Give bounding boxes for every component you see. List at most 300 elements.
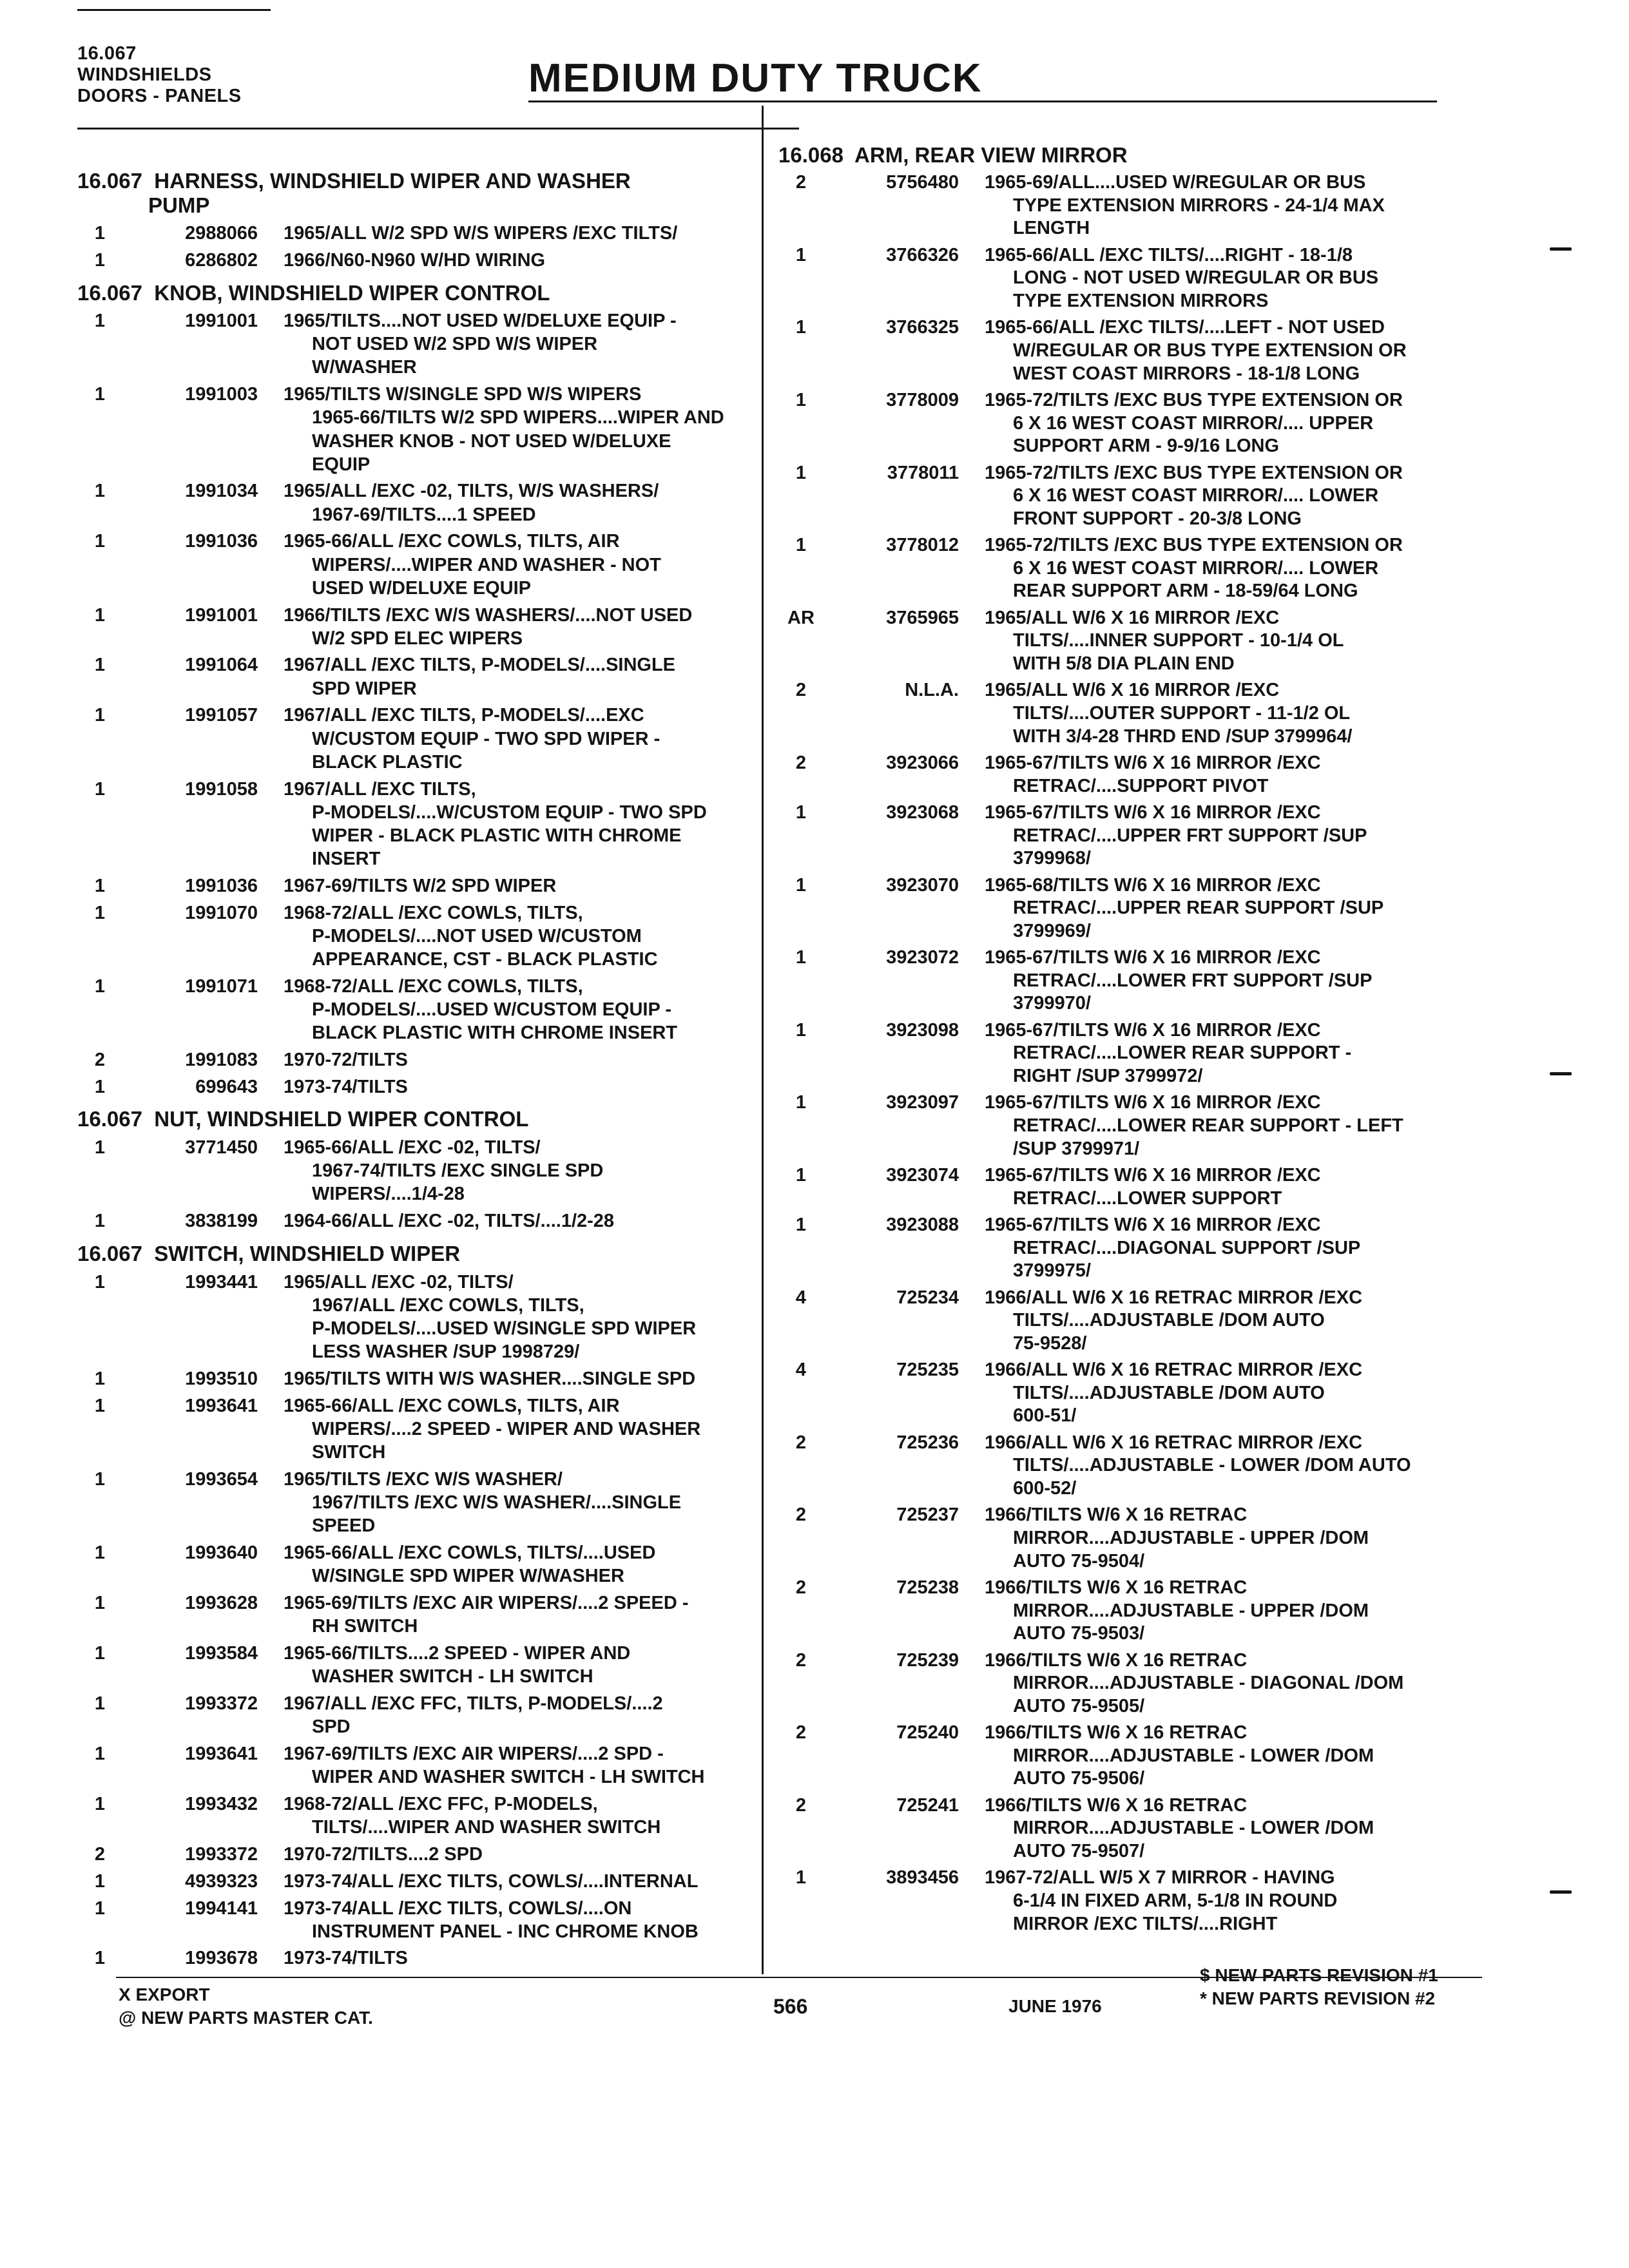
part-quantity: 1 bbox=[94, 1211, 106, 1232]
description-line: WITH 5/8 DIA PLAIN END bbox=[1013, 653, 1235, 675]
description-line: 1966/ALL W/6 X 16 RETRAC MIRROR /EXC bbox=[985, 1287, 1363, 1308]
description-line: 1965/ALL /EXC -02, TILTS, W/S WASHERS/ bbox=[284, 481, 659, 502]
header-rule bbox=[528, 101, 1437, 102]
part-quantity: 2 bbox=[795, 753, 807, 774]
description-line: /SUP 3799971/ bbox=[1013, 1138, 1140, 1159]
description-line: WIPER AND WASHER SWITCH - LH SWITCH bbox=[312, 1766, 705, 1787]
description-line: 1965/TILTS WITH W/S WASHER....SINGLE SPD bbox=[284, 1368, 696, 1389]
description-line: 1966/TILTS W/6 X 16 RETRAC bbox=[985, 1577, 1248, 1598]
section-title: 16.067 KNOB, WINDSHIELD WIPER CONTROL bbox=[77, 280, 550, 305]
part-description bbox=[284, 1367, 863, 1390]
description-line: 1966/TILTS W/6 X 16 RETRAC bbox=[985, 1794, 1248, 1816]
description-line: 1966/TILTS /EXC W/S WASHERS/....NOT USED bbox=[284, 604, 693, 626]
part-quantity: 1 bbox=[94, 1395, 106, 1416]
description-line: W/REGULAR OR BUS TYPE EXTENSION OR bbox=[1013, 340, 1407, 361]
description-line: 6-1/4 IN FIXED ARM, 5-1/8 IN ROUND bbox=[1013, 1890, 1338, 1911]
description-line: 1965/TILTS....NOT USED W/DELUXE EQUIP - bbox=[284, 311, 677, 332]
part-number: 1993441 bbox=[185, 1271, 258, 1293]
part-number: 1994141 bbox=[185, 1898, 258, 1919]
part-description bbox=[985, 1287, 1565, 1356]
description-line: LESS WASHER /SUP 1998729/ bbox=[312, 1341, 580, 1362]
part-quantity: 1 bbox=[94, 1693, 106, 1714]
description-line: MIRROR....ADJUSTABLE - LOWER /DOM bbox=[1013, 1745, 1374, 1766]
part-description bbox=[985, 752, 1565, 798]
part-quantity: 1 bbox=[94, 1793, 106, 1814]
description-line: 1965-67/TILTS W/6 X 16 MIRROR /EXC bbox=[985, 1019, 1321, 1041]
description-line: NOT USED W/2 SPD W/S WIPER bbox=[312, 334, 598, 355]
description-line: 1965-66/ALL /EXC -02, TILTS/ bbox=[284, 1137, 541, 1158]
description-line: 1973-74/TILTS bbox=[284, 1948, 408, 1969]
part-number: 3923098 bbox=[886, 1019, 959, 1041]
description-line: 1965-72/TILTS /EXC BUS TYPE EXTENSION OR bbox=[985, 535, 1403, 556]
part-description bbox=[985, 1649, 1565, 1718]
part-number: 1993584 bbox=[185, 1642, 258, 1664]
part-quantity: 4 bbox=[795, 1287, 807, 1308]
description-line: TYPE EXTENSION MIRRORS - 24-1/4 MAX bbox=[1013, 195, 1385, 216]
part-number: 3893456 bbox=[886, 1867, 959, 1888]
description-line: 1968-72/ALL /EXC FFC, P-MODELS, bbox=[284, 1793, 598, 1814]
part-quantity: 1 bbox=[94, 1542, 106, 1563]
description-line: 1967/ALL /EXC TILTS, P-MODELS/....EXC bbox=[284, 705, 644, 726]
description-line: TILTS/....INNER SUPPORT - 10-1/4 OL bbox=[1013, 630, 1344, 651]
description-line: FRONT SUPPORT - 20-3/8 LONG bbox=[1013, 508, 1302, 529]
description-line: 1965-66/ALL /EXC COWLS, TILTS, AIR bbox=[284, 531, 620, 552]
part-description bbox=[985, 171, 1565, 240]
part-number: 3766326 bbox=[886, 244, 959, 265]
part-quantity: 2 bbox=[795, 680, 807, 701]
description-line: 1965/ALL W/6 X 16 MIRROR /EXC bbox=[985, 680, 1280, 701]
part-quantity: 1 bbox=[94, 384, 106, 405]
description-line: RETRAC/....DIAGONAL SUPPORT /SUP bbox=[1013, 1237, 1361, 1258]
description-line: SPEED bbox=[312, 1515, 376, 1536]
description-line: 1967/ALL /EXC FFC, TILTS, P-MODELS/....2 bbox=[284, 1693, 663, 1714]
part-number: 5756480 bbox=[886, 172, 959, 193]
margin-dash bbox=[1550, 1890, 1572, 1894]
part-number: 1993641 bbox=[185, 1743, 258, 1764]
description-line: 1973-74/TILTS bbox=[284, 1076, 408, 1097]
footer-legend-master: @ NEW PARTS MASTER CAT. bbox=[119, 2008, 373, 2028]
header-section-line1: WINDSHIELDS bbox=[77, 64, 212, 85]
description-line: 600-52/ bbox=[1013, 1478, 1077, 1499]
description-line: 1965-69/TILTS /EXC AIR WIPERS/....2 SPEED - bbox=[284, 1592, 689, 1613]
description-line: INSTRUMENT PANEL - INC CHROME KNOB bbox=[312, 1921, 699, 1942]
part-description bbox=[284, 222, 863, 245]
description-line: 1966/TILTS W/6 X 16 RETRAC bbox=[985, 1722, 1248, 1744]
description-line: 1965-66/TILTS....2 SPEED - WIPER AND bbox=[284, 1642, 631, 1664]
part-description bbox=[284, 249, 863, 272]
description-line: RETRAC/....LOWER REAR SUPPORT - bbox=[1013, 1043, 1352, 1064]
part-description bbox=[284, 383, 863, 476]
part-number: 725240 bbox=[896, 1722, 959, 1744]
part-description bbox=[284, 975, 863, 1044]
description-line: WASHER SWITCH - LH SWITCH bbox=[312, 1666, 593, 1687]
description-line: 1973-74/ALL /EXC TILTS, COWLS/....ON bbox=[284, 1898, 632, 1919]
part-quantity: 1 bbox=[795, 244, 807, 265]
description-line: WEST COAST MIRRORS - 18-1/8 LONG bbox=[1013, 363, 1360, 384]
description-line: TILTS/....ADJUSTABLE /DOM AUTO bbox=[1013, 1382, 1325, 1403]
part-number: 3923068 bbox=[886, 802, 959, 823]
part-number: 1991034 bbox=[185, 481, 258, 502]
section-title: 16.067 SWITCH, WINDSHIELD WIPER bbox=[77, 1241, 461, 1265]
part-number: 3765965 bbox=[886, 607, 959, 628]
part-quantity: 1 bbox=[94, 1271, 106, 1293]
part-quantity: 4 bbox=[795, 1360, 807, 1381]
part-quantity: AR bbox=[787, 607, 815, 628]
description-line: 1965-66/ALL /EXC TILTS/....LEFT - NOT USED bbox=[985, 317, 1385, 338]
description-line: EQUIP bbox=[312, 454, 371, 475]
description-line: RETRAC/....LOWER REAR SUPPORT - LEFT bbox=[1013, 1115, 1403, 1137]
description-line: 1967-74/TILTS /EXC SINGLE SPD bbox=[312, 1160, 604, 1182]
part-quantity: 1 bbox=[94, 1368, 106, 1389]
part-number: 1991083 bbox=[185, 1049, 258, 1070]
description-line: 75-9528/ bbox=[1013, 1332, 1087, 1354]
part-quantity: 1 bbox=[94, 311, 106, 332]
part-description bbox=[985, 534, 1565, 603]
description-line: 1967-69/TILTS /EXC AIR WIPERS/....2 SPD - bbox=[284, 1743, 664, 1764]
description-line: 1964-66/ALL /EXC -02, TILTS/....1/2-28 bbox=[284, 1211, 615, 1232]
part-description bbox=[284, 1946, 863, 1970]
description-line: 1965-68/TILTS W/6 X 16 MIRROR /EXC bbox=[985, 874, 1321, 896]
part-description bbox=[284, 604, 863, 650]
description-line: 1970-72/TILTS....2 SPD bbox=[284, 1843, 483, 1865]
description-line: 1966/N60-N960 W/HD WIRING bbox=[284, 249, 546, 271]
part-number: 725236 bbox=[896, 1432, 959, 1453]
part-quantity: 1 bbox=[795, 802, 807, 823]
description-line: RIGHT /SUP 3799972/ bbox=[1013, 1066, 1203, 1087]
description-line: AUTO 75-9505/ bbox=[1013, 1695, 1145, 1716]
description-line: 1967/ALL /EXC TILTS, bbox=[284, 778, 476, 800]
part-quantity: 1 bbox=[94, 902, 106, 923]
description-line: BLACK PLASTIC WITH CHROME INSERT bbox=[312, 1022, 678, 1043]
part-description bbox=[284, 1870, 863, 1893]
part-quantity: 2 bbox=[795, 1432, 807, 1453]
description-line: LENGTH bbox=[1013, 218, 1090, 239]
part-quantity: 1 bbox=[795, 1092, 807, 1113]
part-number: 1993678 bbox=[185, 1948, 258, 1969]
description-line: TYPE EXTENSION MIRRORS bbox=[1013, 291, 1269, 312]
part-quantity: 1 bbox=[795, 462, 807, 483]
description-line: 1966/ALL W/6 X 16 RETRAC MIRROR /EXC bbox=[985, 1432, 1363, 1453]
part-number: 725237 bbox=[896, 1504, 959, 1526]
part-number: 1991058 bbox=[185, 778, 258, 800]
description-line: 3799969/ bbox=[1013, 920, 1091, 941]
part-number: 1993372 bbox=[185, 1693, 258, 1714]
description-line: APPEARANCE, CST - BLACK PLASTIC bbox=[312, 948, 658, 970]
part-quantity: 2 bbox=[795, 172, 807, 193]
part-description bbox=[284, 1048, 863, 1072]
description-line: MIRROR....ADJUSTABLE - LOWER /DOM bbox=[1013, 1818, 1374, 1839]
part-description bbox=[985, 874, 1565, 943]
description-line: AUTO 75-9507/ bbox=[1013, 1841, 1145, 1862]
description-line: 6 X 16 WEST COAST MIRROR/.... LOWER bbox=[1013, 557, 1379, 579]
description-line: AUTO 75-9503/ bbox=[1013, 1623, 1145, 1644]
description-line: 1965-67/TILTS W/6 X 16 MIRROR /EXC bbox=[985, 802, 1321, 823]
part-quantity: 1 bbox=[94, 1076, 106, 1097]
part-number: 3923074 bbox=[886, 1165, 959, 1186]
description-line: 3799975/ bbox=[1013, 1260, 1091, 1282]
description-line: WIPERS/....WIPER AND WASHER - NOT bbox=[312, 554, 661, 575]
description-line: 1965-67/TILTS W/6 X 16 MIRROR /EXC bbox=[985, 1165, 1321, 1186]
description-line: 1965-69/ALL....USED W/REGULAR OR BUS bbox=[985, 172, 1366, 193]
description-line: 1968-72/ALL /EXC COWLS, TILTS, bbox=[284, 975, 583, 997]
description-line: 1965-67/TILTS W/6 X 16 MIRROR /EXC bbox=[985, 947, 1321, 968]
part-quantity: 1 bbox=[94, 1642, 106, 1664]
part-quantity: 2 bbox=[795, 1649, 807, 1671]
description-line: 6 X 16 WEST COAST MIRROR/.... UPPER bbox=[1013, 412, 1374, 434]
part-description bbox=[985, 947, 1565, 1015]
part-quantity: 1 bbox=[795, 947, 807, 968]
part-number: 1991036 bbox=[185, 531, 258, 552]
part-description bbox=[985, 1164, 1565, 1210]
description-line: 3799968/ bbox=[1013, 848, 1091, 869]
part-quantity: 1 bbox=[94, 1743, 106, 1764]
description-line: WASHER KNOB - NOT USED W/DELUXE bbox=[312, 430, 671, 452]
description-line: AUTO 75-9506/ bbox=[1013, 1768, 1145, 1789]
part-number: 1991036 bbox=[185, 875, 258, 896]
part-description bbox=[284, 653, 863, 700]
description-line: WITH 3/4-28 THRD END /SUP 3799964/ bbox=[1013, 726, 1353, 747]
description-line: 1965-67/TILTS W/6 X 16 MIRROR /EXC bbox=[985, 753, 1321, 774]
description-line: 1965/ALL W/6 X 16 MIRROR /EXC bbox=[985, 607, 1280, 628]
part-quantity: 1 bbox=[795, 535, 807, 556]
description-line: 1965-66/ALL /EXC TILTS/....RIGHT - 18-1/8 bbox=[985, 244, 1353, 265]
part-description bbox=[284, 1843, 863, 1866]
description-line: INSERT bbox=[312, 848, 381, 869]
part-description bbox=[284, 1136, 863, 1206]
part-description bbox=[284, 778, 863, 870]
description-line: SWITCH bbox=[312, 1441, 386, 1463]
part-description bbox=[284, 1075, 863, 1099]
description-line: P-MODELS/....USED W/SINGLE SPD WIPER bbox=[312, 1318, 697, 1339]
description-line: 1967/ALL /EXC TILTS, P-MODELS/....SINGLE bbox=[284, 655, 676, 676]
header-section-line2: DOORS - PANELS bbox=[77, 86, 242, 106]
part-quantity: 1 bbox=[94, 1468, 106, 1490]
description-line: RETRAC/....LOWER SUPPORT bbox=[1013, 1187, 1282, 1209]
part-quantity: 2 bbox=[795, 1722, 807, 1744]
part-number: 1991001 bbox=[185, 311, 258, 332]
part-number: 3778009 bbox=[886, 390, 959, 411]
part-number: 1993641 bbox=[185, 1395, 258, 1416]
section-title: 16.067 NUT, WINDSHIELD WIPER CONTROL bbox=[77, 1107, 529, 1131]
part-quantity: 1 bbox=[94, 705, 106, 726]
part-quantity: 1 bbox=[94, 655, 106, 676]
description-line: SPD bbox=[312, 1716, 351, 1737]
part-number: 725238 bbox=[896, 1577, 959, 1598]
part-quantity: 2 bbox=[795, 1577, 807, 1598]
part-number: 1993640 bbox=[185, 1542, 258, 1563]
margin-dash bbox=[1550, 1072, 1572, 1075]
part-description bbox=[985, 679, 1565, 748]
part-quantity: 1 bbox=[94, 875, 106, 896]
part-description bbox=[284, 1541, 863, 1588]
description-line: 1965-72/TILTS /EXC BUS TYPE EXTENSION OR bbox=[985, 390, 1403, 411]
description-line: 6 X 16 WEST COAST MIRROR/.... LOWER bbox=[1013, 485, 1379, 506]
description-line: 1965-67/TILTS W/6 X 16 MIRROR /EXC bbox=[985, 1215, 1321, 1236]
description-line: 1967-69/TILTS W/2 SPD WIPER bbox=[284, 875, 557, 896]
part-number: 3766325 bbox=[886, 317, 959, 338]
part-quantity: 1 bbox=[94, 249, 106, 271]
part-quantity: 1 bbox=[94, 481, 106, 502]
description-line: 3799970/ bbox=[1013, 993, 1091, 1014]
description-line: 1965/ALL W/2 SPD W/S WIPERS /EXC TILTS/ bbox=[284, 222, 678, 244]
part-description bbox=[284, 1591, 863, 1638]
description-line: 1965-66/ALL /EXC COWLS, TILTS, AIR bbox=[284, 1395, 620, 1416]
part-number: 1993432 bbox=[185, 1793, 258, 1814]
part-number: 3838199 bbox=[185, 1211, 258, 1232]
description-line: LONG - NOT USED W/REGULAR OR BUS bbox=[1013, 267, 1379, 289]
part-number: 3923070 bbox=[886, 874, 959, 896]
part-description bbox=[985, 1359, 1565, 1428]
description-line: P-MODELS/....NOT USED W/CUSTOM bbox=[312, 925, 642, 947]
part-number: 1993628 bbox=[185, 1592, 258, 1613]
footer-page-number: 566 bbox=[773, 1995, 808, 2018]
footer-legend-export: X EXPORT bbox=[119, 1984, 210, 2004]
part-description bbox=[284, 1742, 863, 1789]
part-number: 1991070 bbox=[185, 902, 258, 923]
description-line: MIRROR....ADJUSTABLE - DIAGONAL /DOM bbox=[1013, 1673, 1404, 1694]
part-quantity: 1 bbox=[795, 390, 807, 411]
part-number: 2988066 bbox=[185, 222, 258, 244]
description-line: 600-51/ bbox=[1013, 1405, 1077, 1427]
part-number: 3923066 bbox=[886, 753, 959, 774]
part-description bbox=[985, 1722, 1565, 1791]
part-description bbox=[284, 1271, 863, 1363]
description-line: RETRAC/....LOWER FRT SUPPORT /SUP bbox=[1013, 970, 1373, 991]
description-line: SPD WIPER bbox=[312, 678, 417, 699]
description-line: 1965-66/TILTS W/2 SPD WIPERS....WIPER AND bbox=[312, 407, 724, 428]
part-quantity: 2 bbox=[795, 1794, 807, 1816]
part-description bbox=[284, 1209, 863, 1233]
description-line: 1967/ALL /EXC COWLS, TILTS, bbox=[312, 1294, 584, 1316]
description-line: 1966/TILTS W/6 X 16 RETRAC bbox=[985, 1504, 1248, 1526]
part-description bbox=[985, 316, 1565, 385]
part-description bbox=[985, 244, 1565, 313]
description-line: W/CUSTOM EQUIP - TWO SPD WIPER - bbox=[312, 728, 660, 749]
description-line: W/WASHER bbox=[312, 357, 417, 378]
part-quantity: 1 bbox=[94, 531, 106, 552]
part-number: 1991064 bbox=[185, 655, 258, 676]
part-quantity: 2 bbox=[94, 1049, 106, 1070]
section-title: 16.067 HARNESS, WINDSHIELD WIPER AND WASHER PUMP bbox=[77, 169, 631, 217]
part-quantity: 1 bbox=[795, 1165, 807, 1186]
part-description bbox=[284, 309, 863, 379]
part-quantity: 1 bbox=[795, 874, 807, 896]
part-number: 6286802 bbox=[185, 249, 258, 271]
footer-date: JUNE 1976 bbox=[1008, 1996, 1102, 2016]
part-description bbox=[985, 802, 1565, 870]
part-description bbox=[284, 479, 863, 526]
part-number: 3778011 bbox=[887, 462, 959, 483]
top-rule bbox=[77, 9, 271, 11]
part-description bbox=[284, 901, 863, 971]
part-description bbox=[985, 389, 1565, 458]
description-line: RETRAC/....UPPER REAR SUPPORT /SUP bbox=[1013, 898, 1384, 919]
part-description bbox=[985, 1794, 1565, 1863]
part-quantity: 1 bbox=[94, 1592, 106, 1613]
part-number: 3923072 bbox=[886, 947, 959, 968]
part-quantity: 1 bbox=[94, 604, 106, 626]
description-line: RETRAC/....UPPER FRT SUPPORT /SUP bbox=[1013, 825, 1367, 846]
part-number: 3778012 bbox=[886, 535, 959, 556]
part-quantity: 1 bbox=[94, 1870, 106, 1892]
description-line: 1966/ALL W/6 X 16 RETRAC MIRROR /EXC bbox=[985, 1360, 1363, 1381]
description-line: 1970-72/TILTS bbox=[284, 1049, 408, 1070]
description-line: 1968-72/ALL /EXC COWLS, TILTS, bbox=[284, 902, 583, 923]
part-description bbox=[985, 462, 1565, 531]
part-number: 1991071 bbox=[185, 975, 258, 997]
description-line: 1966/TILTS W/6 X 16 RETRAC bbox=[985, 1649, 1248, 1671]
header-section-number: 16.067 bbox=[77, 43, 137, 64]
part-quantity: 1 bbox=[94, 1137, 106, 1158]
part-description bbox=[985, 1091, 1565, 1160]
part-number: 3923097 bbox=[886, 1092, 959, 1113]
part-quantity: 1 bbox=[94, 1948, 106, 1969]
part-number: 725234 bbox=[896, 1287, 959, 1308]
part-description bbox=[985, 1577, 1565, 1646]
description-line: RH SWITCH bbox=[312, 1615, 418, 1637]
part-quantity: 1 bbox=[795, 1867, 807, 1888]
description-line: 1965-67/TILTS W/6 X 16 MIRROR /EXC bbox=[985, 1092, 1321, 1113]
description-line: BLACK PLASTIC bbox=[312, 751, 463, 773]
description-line: WIPERS/....2 SPEED - WIPER AND WASHER bbox=[312, 1418, 701, 1439]
part-description bbox=[284, 1642, 863, 1688]
description-line: MIRROR....ADJUSTABLE - UPPER /DOM bbox=[1013, 1528, 1369, 1549]
description-line: 1965/TILTS /EXC W/S WASHER/ bbox=[284, 1468, 563, 1490]
description-line: WIPER - BLACK PLASTIC WITH CHROME bbox=[312, 825, 682, 846]
description-line: W/2 SPD ELEC WIPERS bbox=[312, 628, 523, 649]
part-quantity: 1 bbox=[94, 222, 106, 244]
part-description bbox=[284, 530, 863, 599]
part-number: 1991003 bbox=[185, 384, 258, 405]
part-quantity: 2 bbox=[795, 1504, 807, 1526]
description-line: USED W/DELUXE EQUIP bbox=[312, 577, 531, 599]
description-line: MIRROR /EXC TILTS/....RIGHT bbox=[1013, 1913, 1278, 1934]
description-line: 1965/ALL /EXC -02, TILTS/ bbox=[284, 1271, 514, 1293]
part-quantity: 1 bbox=[94, 975, 106, 997]
description-line: TILTS/....ADJUSTABLE - LOWER /DOM AUTO bbox=[1013, 1455, 1411, 1476]
description-line: AUTO 75-9504/ bbox=[1013, 1550, 1145, 1571]
part-number: 725241 bbox=[896, 1794, 959, 1816]
part-number: 1993510 bbox=[185, 1368, 258, 1389]
part-number: 3771450 bbox=[185, 1137, 258, 1158]
description-line: MIRROR....ADJUSTABLE - UPPER /DOM bbox=[1013, 1600, 1369, 1621]
part-number: 1993654 bbox=[185, 1468, 258, 1490]
description-line: 1967/TILTS /EXC W/S WASHER/....SINGLE bbox=[312, 1492, 682, 1513]
footer-legend-rev1: $ NEW PARTS REVISION #1 bbox=[1200, 1965, 1438, 1985]
description-line: 1965/TILTS W/SINGLE SPD W/S WIPERS bbox=[284, 384, 642, 405]
part-quantity: 1 bbox=[795, 1019, 807, 1041]
margin-dash bbox=[1550, 247, 1572, 251]
description-line: 1967-69/TILTS....1 SPEED bbox=[312, 504, 536, 525]
part-number: N.L.A. bbox=[905, 680, 959, 701]
part-description bbox=[985, 1867, 1565, 1936]
section-title: 16.068 ARM, REAR VIEW MIRROR bbox=[778, 143, 1128, 167]
part-description bbox=[985, 1504, 1565, 1573]
part-quantity: 2 bbox=[94, 1843, 106, 1865]
description-line: P-MODELS/....USED W/CUSTOM EQUIP - bbox=[312, 999, 672, 1020]
part-number: 1991057 bbox=[185, 705, 258, 726]
description-line: 1965-66/ALL /EXC COWLS, TILTS/....USED bbox=[284, 1542, 656, 1563]
description-line: RETRAC/....SUPPORT PIVOT bbox=[1013, 775, 1269, 796]
part-description bbox=[284, 1394, 863, 1464]
part-quantity: 1 bbox=[795, 1215, 807, 1236]
description-line: REAR SUPPORT ARM - 18-59/64 LONG bbox=[1013, 581, 1358, 602]
description-line: TILTS/....OUTER SUPPORT - 11-1/2 OL bbox=[1013, 703, 1351, 724]
part-quantity: 1 bbox=[795, 317, 807, 338]
part-number: 725239 bbox=[896, 1649, 959, 1671]
part-description bbox=[985, 1432, 1565, 1501]
page-title: MEDIUM DUTY TRUCK bbox=[528, 56, 983, 101]
